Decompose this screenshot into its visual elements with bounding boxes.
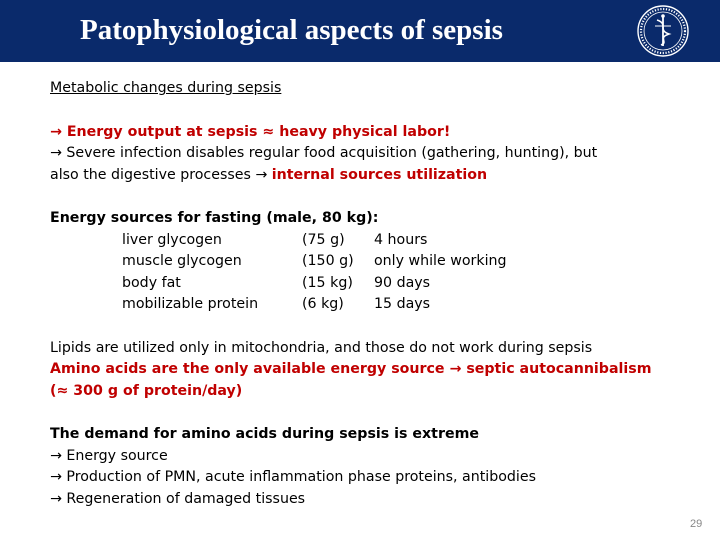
title-bar [0, 0, 720, 62]
page-number: 29 [690, 518, 703, 530]
page-title: Patophysiological aspects of sepsis [80, 14, 503, 46]
energy-source-amount: (150 g) [302, 253, 354, 269]
energy-source-duration: 90 days [374, 274, 431, 291]
energy-source-duration: 15 days [374, 296, 431, 312]
energy-source-name: body fat [122, 274, 181, 291]
energy-source-amount: (15 kg) [302, 274, 353, 291]
digestive-line-prefix: also the digestive processes → [50, 166, 272, 183]
digestive-line [50, 165, 690, 187]
energy-row [50, 251, 690, 273]
amino-demand-heading: The demand for amino acids during sepsis is extreme [50, 426, 479, 442]
energy-source-name: liver glycogen [122, 231, 222, 248]
infection-line: → Severe infection disables regular food acquisition (gathering, hunting), but [50, 145, 598, 161]
lipids-line: Lipids are utilized only in mitochondria, and those do not work during sepsis [50, 339, 593, 356]
protein-per-day-line: (≈ 300 g of protein/day) [50, 382, 243, 399]
energy-sources-heading: Energy sources for fasting (male, 80 kg): [50, 210, 379, 226]
energy-sources-table [50, 230, 690, 316]
section-heading-metabolic: Metabolic changes during sepsis [50, 80, 282, 96]
list-item: → Production of PMN, acute inflammation phase proteins, antibodies [50, 469, 536, 485]
list-item: → Energy source [50, 447, 168, 464]
energy-output-line: → Energy output at sepsis ≈ heavy physical labor! [50, 123, 451, 140]
energy-source-name: muscle glycogen [122, 253, 242, 269]
slide-body [50, 78, 690, 510]
energy-source-amount: (75 g) [302, 231, 345, 248]
internal-sources-highlight: internal sources utilization [271, 166, 488, 183]
energy-source-name: mobilizable protein [122, 296, 259, 312]
energy-row [50, 273, 690, 295]
amino-acids-line: Amino acids are the only available energy source → septic autocannibalism [50, 361, 652, 377]
energy-source-duration: 4 hours [374, 231, 428, 248]
energy-source-amount: (6 kg) [302, 296, 344, 312]
energy-row [50, 230, 690, 252]
list-item: → Regeneration of damaged tissues [50, 490, 306, 507]
university-seal-icon [636, 4, 690, 58]
energy-row [50, 294, 690, 316]
energy-source-duration: only while working [374, 253, 507, 269]
